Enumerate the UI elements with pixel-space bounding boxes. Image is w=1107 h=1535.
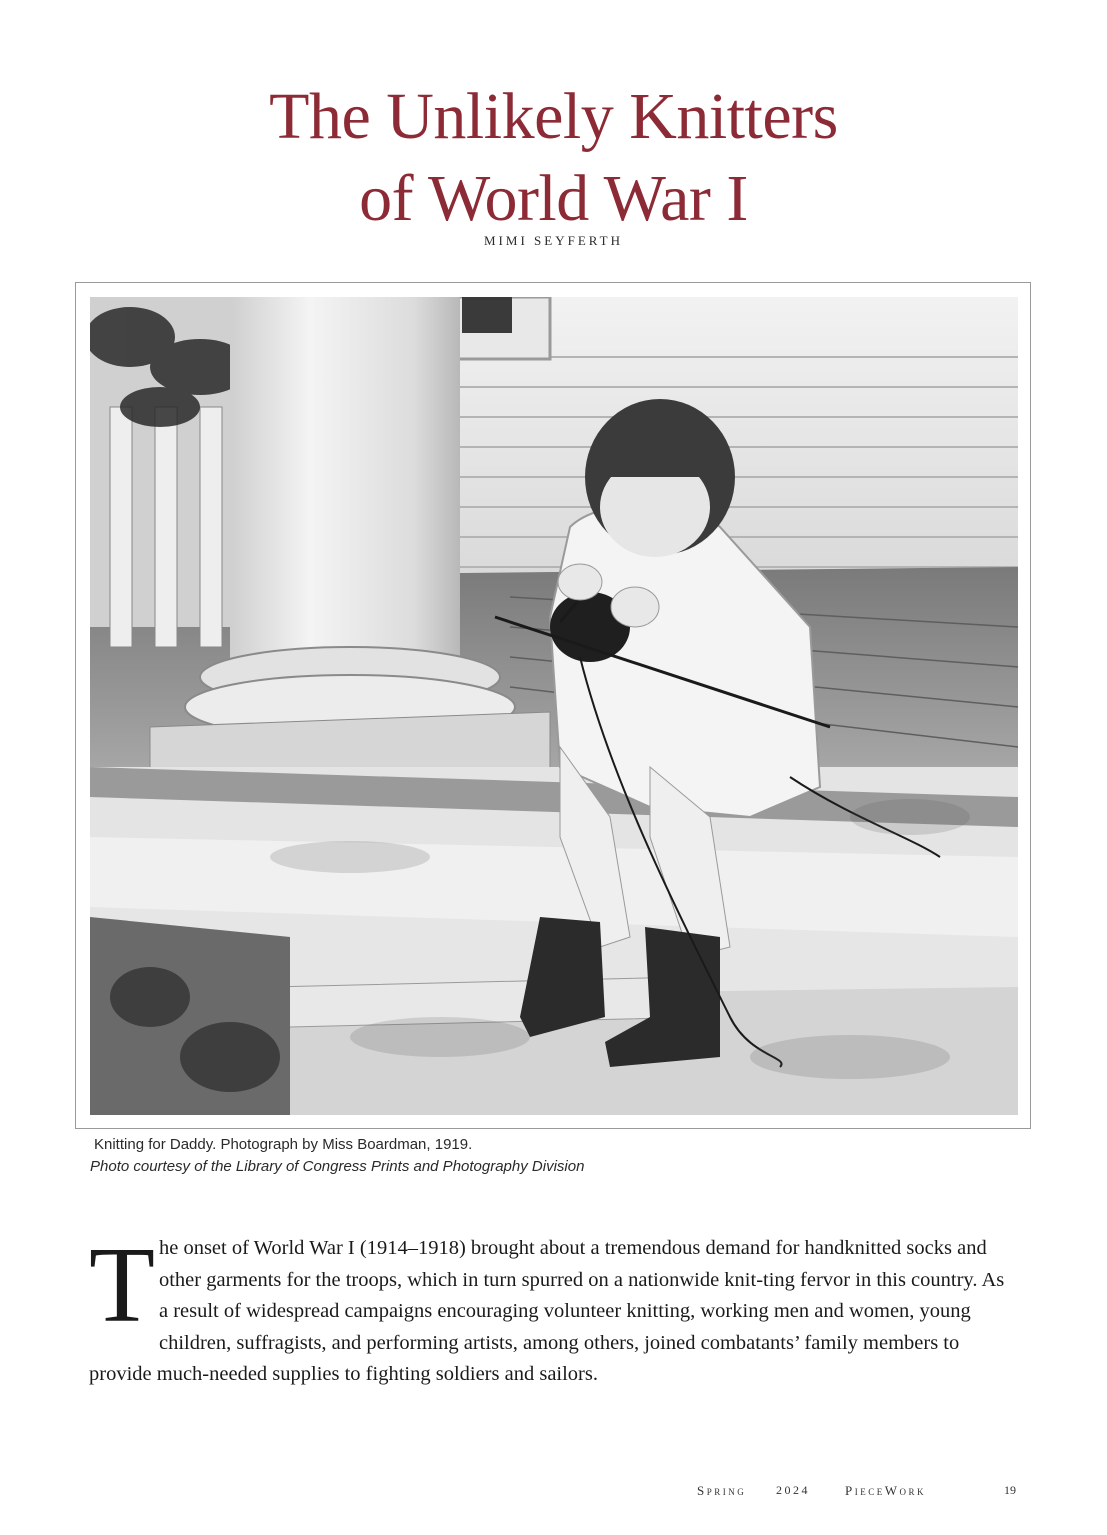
photo-caption: Knitting for Daddy. Photograph by Miss Boardman, 1919. — [94, 1136, 473, 1153]
footer-season: Spring — [697, 1483, 747, 1498]
footer-year: 2024 — [776, 1483, 810, 1497]
photo-frame — [75, 282, 1031, 1129]
archival-photograph — [90, 297, 1018, 1115]
photo-illustration — [90, 297, 1018, 1115]
author-byline: MIMI SEYFERTH — [484, 233, 623, 248]
paragraph-text: he onset of World War I (1914–1918) brought about a tremendous demand for handknitted socks and other garments for the troops, which in turn spurred on a nationwide knit-ting fervor in this country. As a result of widespread campaigns encouraging volunteer knitting, working men and women, young children, suffragists, and performing artists, among others, joined combatants’ family members to provide much-needed supplies to fighting soldiers and sailors. — [89, 1237, 1005, 1386]
body-paragraph — [89, 1226, 1017, 1391]
photo-credit: Photo courtesy of the Library of Congress Prints and Photography Division — [90, 1158, 585, 1175]
page-number: 19 — [1004, 1483, 1016, 1497]
footer-magazine-name: PieceWork — [845, 1483, 926, 1498]
drop-cap: T — [89, 1226, 155, 1345]
article-title-line-1: The Unlikely Knitters — [269, 80, 838, 153]
article-title-line-2: of World War I — [359, 162, 748, 235]
